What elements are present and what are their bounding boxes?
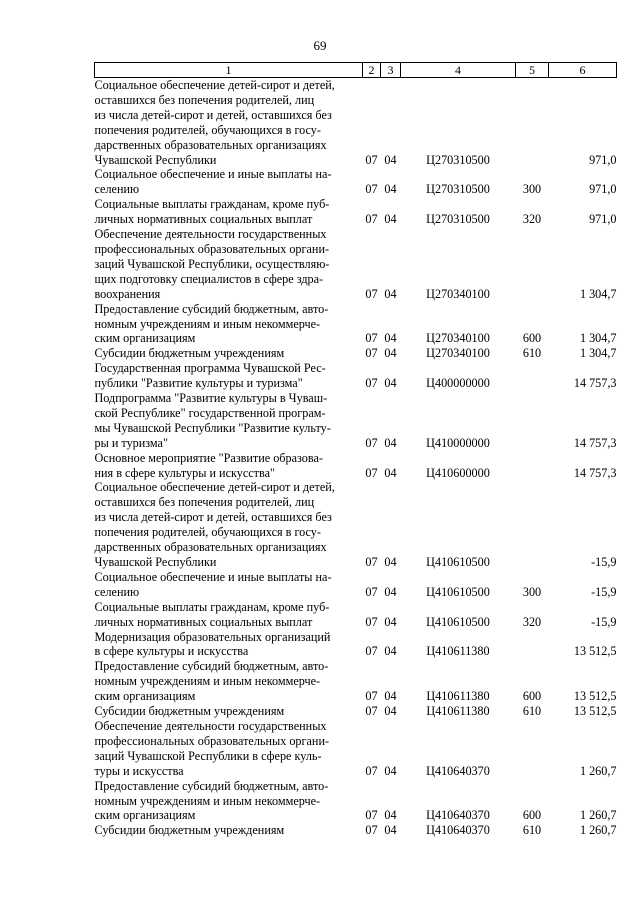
target-article-code: Ц410600000 bbox=[426, 465, 490, 480]
section-code: 07 bbox=[365, 331, 378, 346]
description-line: Социальные выплаты гражданам, кроме пуб- bbox=[94, 599, 330, 614]
amount: -15,9 bbox=[591, 555, 617, 569]
description-line: дарственных образовательных организациях bbox=[94, 137, 327, 152]
expense-type-code: 600 bbox=[522, 808, 542, 823]
row-description bbox=[95, 167, 363, 197]
expense-type-code bbox=[516, 391, 549, 451]
expense-type-code bbox=[516, 630, 549, 660]
subsection-code: 04 bbox=[384, 689, 397, 704]
row-description bbox=[95, 197, 363, 227]
subsection-code: 04 bbox=[384, 286, 397, 301]
description-line: Обеспечение деятельности государственных bbox=[94, 227, 327, 242]
row-description bbox=[95, 719, 363, 779]
table-row bbox=[95, 451, 617, 481]
column-header-3: 3 bbox=[381, 63, 401, 78]
description-line: из числа детей-сирот и детей, оставшихся без bbox=[94, 107, 332, 122]
subsection-code: 04 bbox=[384, 212, 397, 227]
section-code: 07 bbox=[365, 346, 378, 361]
table-row bbox=[95, 78, 617, 168]
row-description bbox=[95, 227, 363, 302]
description-line: Чувашской Республики bbox=[94, 555, 217, 569]
table-row bbox=[95, 346, 617, 361]
description-line: публики "Развитие культуры и туризма" bbox=[94, 376, 303, 391]
row-description bbox=[95, 346, 363, 361]
row-description bbox=[95, 570, 363, 600]
description-line: попечения родителей, обучающихся в госу- bbox=[94, 122, 321, 137]
description-line: Субсидии бюджетным учреждениям bbox=[94, 346, 285, 361]
expense-type-code bbox=[516, 361, 549, 391]
table-row bbox=[95, 361, 617, 391]
table-row bbox=[95, 704, 617, 719]
row-description bbox=[95, 823, 363, 838]
subsection-code: 04 bbox=[384, 435, 397, 450]
page-number: 69 bbox=[313, 38, 327, 53]
row-description bbox=[95, 630, 363, 660]
subsection-code: 04 bbox=[384, 555, 397, 569]
column-header-1: 1 bbox=[95, 63, 363, 78]
target-article-code: Ц410611380 bbox=[426, 704, 490, 719]
subsection-code: 04 bbox=[384, 584, 397, 599]
target-article-code: Ц270310500 bbox=[426, 152, 490, 167]
amount: 13 512,5 bbox=[573, 644, 617, 659]
description-line: Обеспечение деятельности государственных bbox=[94, 718, 327, 733]
section-code: 07 bbox=[365, 286, 378, 301]
row-description bbox=[95, 361, 363, 391]
subsection-code: 04 bbox=[384, 152, 397, 167]
section-code: 07 bbox=[365, 644, 378, 659]
subsection-code: 04 bbox=[384, 704, 397, 719]
description-line: номным учреждениям и иным некоммерче- bbox=[94, 793, 321, 808]
column-header-2: 2 bbox=[363, 63, 381, 78]
target-article-code: Ц410640370 bbox=[426, 808, 490, 823]
description-line: личных нормативных социальных выплат bbox=[94, 614, 313, 629]
row-description bbox=[95, 659, 363, 704]
section-code: 07 bbox=[365, 763, 378, 778]
description-line: личных нормативных социальных выплат bbox=[94, 212, 313, 227]
subsection-code: 04 bbox=[384, 182, 397, 197]
expense-type-code: 300 bbox=[522, 182, 542, 197]
target-article-code: Ц410610500 bbox=[426, 555, 490, 569]
table-row bbox=[95, 167, 617, 197]
table-row bbox=[95, 779, 617, 824]
description-line: мы Чувашской Республики "Развитие культу- bbox=[94, 420, 331, 435]
description-line: Субсидии бюджетным учреждениям bbox=[94, 823, 285, 838]
section-code: 07 bbox=[365, 212, 378, 227]
section-code: 07 bbox=[365, 435, 378, 450]
description-line: оставшихся без попечения родителей, лиц bbox=[94, 495, 315, 510]
subsection-code: 04 bbox=[384, 823, 397, 838]
table-row bbox=[95, 391, 617, 451]
description-line: Чувашской Республики bbox=[94, 152, 217, 167]
description-line: Предоставление субсидий бюджетным, авто- bbox=[94, 659, 329, 674]
amount: 971,0 bbox=[589, 152, 617, 167]
description-line: ским организациям bbox=[94, 689, 196, 704]
description-line: заций Чувашской Республики, осуществляю- bbox=[94, 256, 330, 271]
target-article-code: Ц410610500 bbox=[426, 614, 490, 629]
expense-type-code: 320 bbox=[522, 614, 542, 629]
amount: 14 757,3 bbox=[573, 435, 617, 450]
column-header-4: 4 bbox=[401, 63, 516, 78]
description-line: щих подготовку специалистов в сфере здра- bbox=[94, 271, 324, 286]
amount: 13 512,5 bbox=[573, 704, 617, 719]
section-code: 07 bbox=[365, 614, 378, 629]
description-line: Основное мероприятие "Развитие образова- bbox=[94, 450, 323, 465]
section-code: 07 bbox=[365, 823, 378, 838]
section-code: 07 bbox=[365, 704, 378, 719]
column-header-5: 5 bbox=[516, 63, 549, 78]
description-line: Социальное обеспечение и иные выплаты на- bbox=[94, 569, 332, 584]
description-line: Государственная программа Чувашской Рес- bbox=[94, 361, 326, 376]
description-line: из числа детей-сирот и детей, оставшихся без bbox=[94, 510, 332, 525]
table-row bbox=[95, 823, 617, 838]
subsection-code: 04 bbox=[384, 763, 397, 778]
row-description bbox=[95, 600, 363, 630]
description-line: номным учреждениям и иным некоммерче- bbox=[94, 316, 321, 331]
table-header bbox=[95, 63, 617, 78]
section-code: 07 bbox=[365, 465, 378, 480]
budget-table bbox=[94, 62, 617, 838]
table-row bbox=[95, 197, 617, 227]
amount: -15,9 bbox=[591, 584, 617, 599]
row-description bbox=[95, 480, 363, 569]
description-line: Субсидии бюджетным учреждениям bbox=[94, 704, 285, 719]
target-article-code: Ц410640370 bbox=[426, 763, 490, 778]
description-line: воохранения bbox=[94, 286, 161, 301]
target-article-code: Ц270310500 bbox=[426, 182, 490, 197]
row-description bbox=[95, 302, 363, 347]
target-article-code: Ц400000000 bbox=[426, 376, 490, 391]
table-row bbox=[95, 570, 617, 600]
section-code: 07 bbox=[365, 689, 378, 704]
description-line: селению bbox=[94, 182, 140, 197]
section-code: 07 bbox=[365, 808, 378, 823]
description-line: дарственных образовательных организациях bbox=[94, 540, 327, 555]
table-row bbox=[95, 659, 617, 704]
table-body bbox=[95, 78, 617, 839]
subsection-code: 04 bbox=[384, 614, 397, 629]
header-row bbox=[95, 63, 617, 78]
row-description bbox=[95, 779, 363, 824]
column-header-6: 6 bbox=[549, 63, 617, 78]
description-line: ры и туризма" bbox=[94, 435, 168, 450]
expense-type-code: 320 bbox=[522, 212, 542, 227]
description-line: в сфере культуры и искусства bbox=[94, 644, 249, 659]
description-line: Социальное обеспечение и иные выплаты на- bbox=[94, 167, 332, 182]
amount: -15,9 bbox=[591, 614, 617, 629]
target-article-code: Ц410611380 bbox=[426, 644, 490, 659]
amount: 14 757,3 bbox=[573, 465, 617, 480]
amount: 1 304,7 bbox=[579, 331, 617, 346]
target-article-code: Ц410640370 bbox=[426, 823, 490, 838]
amount: 1 260,7 bbox=[579, 808, 617, 823]
description-line: туры и искусства bbox=[94, 763, 184, 778]
amount: 1 304,7 bbox=[579, 346, 617, 361]
section-code: 07 bbox=[365, 152, 378, 167]
expense-type-code: 610 bbox=[522, 704, 542, 719]
description-line: Модернизация образовательных организаций bbox=[94, 629, 331, 644]
description-line: ской Республике" государственной програм- bbox=[94, 405, 326, 420]
description-line: ским организациям bbox=[94, 331, 196, 346]
target-article-code: Ц270340100 bbox=[426, 331, 490, 346]
target-article-code: Ц270340100 bbox=[426, 346, 490, 361]
description-line: Подпрограмма "Развитие культуры в Чуваш- bbox=[94, 391, 328, 406]
description-line: Социальные выплаты гражданам, кроме пуб- bbox=[94, 197, 330, 212]
amount: 1 304,7 bbox=[579, 286, 617, 301]
target-article-code: Ц410611380 bbox=[426, 689, 490, 704]
table-row bbox=[95, 227, 617, 302]
subsection-code: 04 bbox=[384, 644, 397, 659]
table-row bbox=[95, 719, 617, 779]
table-row bbox=[95, 630, 617, 660]
amount: 971,0 bbox=[589, 182, 617, 197]
description-line: Предоставление субсидий бюджетным, авто- bbox=[94, 301, 329, 316]
description-line: попечения родителей, обучающихся в госу- bbox=[94, 525, 321, 540]
section-code: 07 bbox=[365, 555, 378, 569]
row-description bbox=[95, 391, 363, 451]
expense-type-code: 600 bbox=[522, 689, 542, 704]
table-row bbox=[95, 302, 617, 347]
description-line: номным учреждениям и иным некоммерче- bbox=[94, 674, 321, 689]
subsection-code: 04 bbox=[384, 331, 397, 346]
expense-type-code bbox=[516, 227, 549, 302]
description-line: ским организациям bbox=[94, 808, 196, 823]
description-line: оставшихся без попечения родителей, лиц bbox=[94, 92, 315, 107]
row-description bbox=[95, 451, 363, 481]
expense-type-code: 600 bbox=[522, 331, 542, 346]
description-line: селению bbox=[94, 584, 140, 599]
target-article-code: Ц410000000 bbox=[426, 435, 490, 450]
section-code: 07 bbox=[365, 584, 378, 599]
target-article-code: Ц270310500 bbox=[426, 212, 490, 227]
subsection-code: 04 bbox=[384, 808, 397, 823]
target-article-code: Ц270340100 bbox=[426, 286, 490, 301]
description-line: ния в сфере культуры и искусства" bbox=[94, 465, 275, 480]
table-row bbox=[95, 600, 617, 630]
subsection-code: 04 bbox=[384, 346, 397, 361]
expense-type-code bbox=[516, 480, 549, 569]
description-line: профессиональных образовательных органи- bbox=[94, 241, 330, 256]
expense-type-code: 610 bbox=[522, 346, 542, 361]
section-code: 07 bbox=[365, 182, 378, 197]
expense-type-code bbox=[516, 719, 549, 779]
subsection-code: 04 bbox=[384, 376, 397, 391]
description-line: профессиональных образовательных органи- bbox=[94, 733, 330, 748]
expense-type-code: 610 bbox=[522, 823, 542, 838]
expense-type-code bbox=[516, 78, 549, 168]
description-line: Предоставление субсидий бюджетным, авто- bbox=[94, 778, 329, 793]
amount: 1 260,7 bbox=[579, 763, 617, 778]
amount: 14 757,3 bbox=[573, 376, 617, 391]
row-description bbox=[95, 704, 363, 719]
section-code: 07 bbox=[365, 376, 378, 391]
table-row bbox=[95, 480, 617, 569]
description-line: заций Чувашской Республики в сфере куль- bbox=[94, 748, 322, 763]
expense-type-code bbox=[516, 451, 549, 481]
amount: 971,0 bbox=[589, 212, 617, 227]
amount: 1 260,7 bbox=[579, 823, 617, 838]
description-line: Социальное обеспечение детей-сирот и детей, bbox=[94, 78, 335, 92]
row-description bbox=[95, 78, 363, 168]
expense-type-code: 300 bbox=[522, 584, 542, 599]
target-article-code: Ц410610500 bbox=[426, 584, 490, 599]
subsection-code: 04 bbox=[384, 465, 397, 480]
amount: 13 512,5 bbox=[573, 689, 617, 704]
description-line: Социальное обеспечение детей-сирот и детей, bbox=[94, 480, 335, 495]
